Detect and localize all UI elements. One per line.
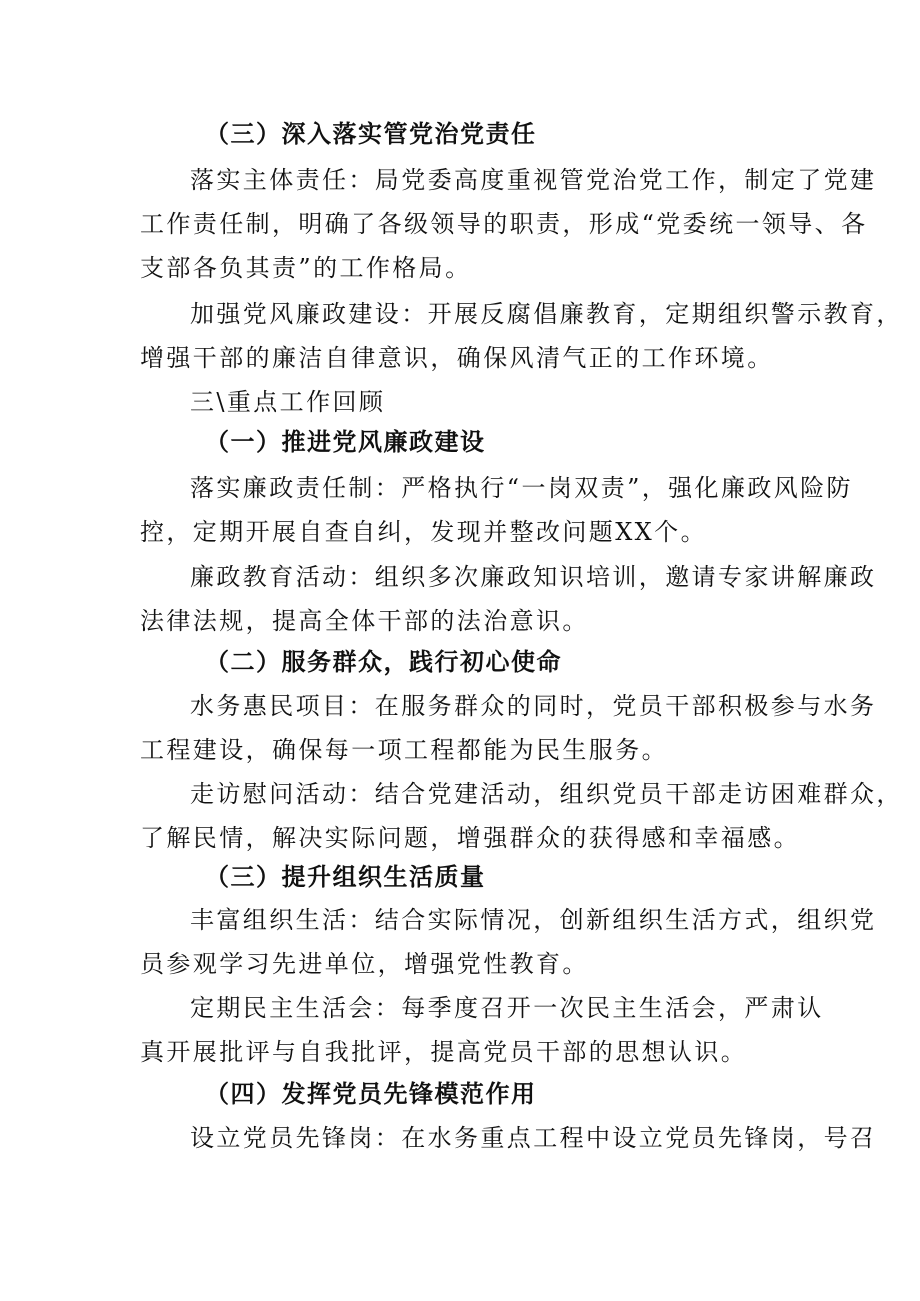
section-heading: （四）发挥党员先锋模范作用 (205, 1079, 537, 1108)
section-heading: （三）深入落实管党治党责任 (205, 119, 537, 148)
paragraph-line: 落实廉政责任制：严格执行“一岗双责”，强化廉政风险防 (190, 474, 853, 502)
paragraph-line: 走访慰问活动：结合党建活动，组织党员干部走访困难群众， (190, 780, 903, 808)
paragraph-line: 设立党员先锋岗：在水务重点工程中设立党员先锋岗，号召 (190, 1124, 877, 1152)
section-heading: （二）服务群众，践行初心使命 (205, 647, 562, 676)
paragraph-line: 了解民情，解决实际问题，增强群众的获得感和幸福感。 (140, 824, 800, 852)
paragraph-line: 定期民主生活会：每季度召开一次民主生活会，严肃认 (190, 994, 824, 1022)
paragraph-line: 工作责任制，明确了各级领导的职责，形成“党委统一领导、各 (140, 210, 868, 238)
paragraph-line: 水务惠民项目：在服务群众的同时，党员干部积极参与水务 (190, 692, 877, 720)
paragraph-line: 支部各负其责”的工作格局。 (140, 254, 472, 282)
major-heading: 三\重点工作回顾 (190, 388, 386, 416)
paragraph-line: 落实主体责任：局党委高度重视管党治党工作，制定了党建 (190, 166, 877, 194)
paragraph-line: 员参观学习先进单位，增强党性教育。 (140, 950, 589, 978)
paragraph-line: 真开展批评与自我批评，提高党员干部的思想认识。 (140, 1038, 748, 1066)
paragraph-line: 丰富组织生活：结合实际情况，创新组织生活方式，组织党 (190, 906, 877, 934)
paragraph-line: 工程建设，确保每一项工程都能为民生服务。 (140, 736, 668, 764)
paragraph-line: 廉政教育活动：组织多次廉政知识培训，邀请专家讲解廉政 (190, 563, 877, 591)
section-heading: （一）推进党风廉政建设 (205, 427, 486, 456)
section-heading: （三）提升组织生活质量 (205, 862, 486, 891)
paragraph-line: 加强党风廉政建设：开展反腐倡廉教育，定期组织警示教育， (190, 300, 903, 328)
paragraph-line: 增强干部的廉洁自律意识，确保风清气正的工作环境。 (140, 344, 774, 372)
paragraph-line: 控，定期开展自查自纠，发现并整改问题XX个。 (140, 518, 707, 546)
paragraph-line: 法律法规，提高全体干部的法治意识。 (140, 607, 589, 635)
